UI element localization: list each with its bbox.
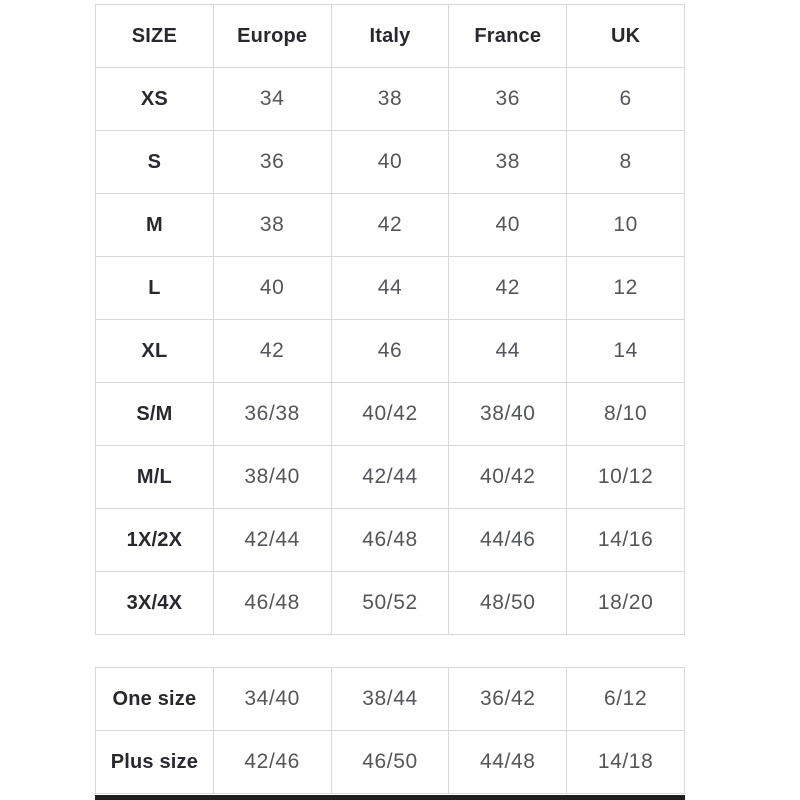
- size-value: 8/10: [567, 383, 685, 446]
- table-row: [96, 731, 685, 794]
- size-label: 1X/2X: [96, 509, 214, 572]
- size-label: M: [96, 194, 214, 257]
- size-table-header: [96, 5, 685, 68]
- size-value: 42/44: [213, 509, 331, 572]
- size-label: L: [96, 257, 214, 320]
- size-value: 44/48: [449, 731, 567, 794]
- size-value: 34: [213, 68, 331, 131]
- size-value: 40: [213, 257, 331, 320]
- size-value: 8: [567, 131, 685, 194]
- size-table-body: [96, 68, 685, 635]
- size-conversion-table: [95, 4, 685, 635]
- size-value: 42: [449, 257, 567, 320]
- table-row: [96, 509, 685, 572]
- size-value: 10: [567, 194, 685, 257]
- table-row: [96, 572, 685, 635]
- size-value: 38: [331, 68, 449, 131]
- column-header-italy: Italy: [331, 5, 449, 68]
- size-value: 46/48: [213, 572, 331, 635]
- size-value: 46: [331, 320, 449, 383]
- size-value: 38/40: [213, 446, 331, 509]
- size-value: 38/40: [449, 383, 567, 446]
- size-value: 42: [213, 320, 331, 383]
- size-label: M/L: [96, 446, 214, 509]
- size-value: 36/38: [213, 383, 331, 446]
- bottom-page-bar: [95, 795, 685, 800]
- size-value: 46/48: [331, 509, 449, 572]
- header-row: [96, 5, 685, 68]
- size-value: 38: [449, 131, 567, 194]
- size-value: 38/44: [331, 668, 449, 731]
- size-value: 6/12: [567, 668, 685, 731]
- size-value: 40/42: [331, 383, 449, 446]
- size-value: 10/12: [567, 446, 685, 509]
- column-header-europe: Europe: [213, 5, 331, 68]
- table-row: [96, 668, 685, 731]
- size-value: 44: [449, 320, 567, 383]
- size-label: XL: [96, 320, 214, 383]
- size-value: 36: [213, 131, 331, 194]
- size-value: 38: [213, 194, 331, 257]
- size-value: 40/42: [449, 446, 567, 509]
- column-header-france: France: [449, 5, 567, 68]
- size-value: 44/46: [449, 509, 567, 572]
- size-value: 12: [567, 257, 685, 320]
- size-label: Plus size: [96, 731, 214, 794]
- size-value: 36: [449, 68, 567, 131]
- special-sizes-body: [96, 668, 685, 794]
- table-row: [96, 446, 685, 509]
- size-value: 18/20: [567, 572, 685, 635]
- table-row: [96, 194, 685, 257]
- table-row: [96, 383, 685, 446]
- size-value: 40: [449, 194, 567, 257]
- table-row: [96, 320, 685, 383]
- size-value: 14: [567, 320, 685, 383]
- column-header-size: SIZE: [96, 5, 214, 68]
- size-value: 14/16: [567, 509, 685, 572]
- size-value: 42/44: [331, 446, 449, 509]
- special-sizes-table: [95, 667, 685, 794]
- table-row: [96, 131, 685, 194]
- size-value: 42: [331, 194, 449, 257]
- size-label: S/M: [96, 383, 214, 446]
- size-value: 48/50: [449, 572, 567, 635]
- size-label: S: [96, 131, 214, 194]
- size-value: 50/52: [331, 572, 449, 635]
- size-value: 6: [567, 68, 685, 131]
- size-label: XS: [96, 68, 214, 131]
- table-row: [96, 68, 685, 131]
- size-value: 14/18: [567, 731, 685, 794]
- size-value: 36/42: [449, 668, 567, 731]
- size-value: 40: [331, 131, 449, 194]
- size-label: 3X/4X: [96, 572, 214, 635]
- table-row: [96, 257, 685, 320]
- size-label: One size: [96, 668, 214, 731]
- size-value: 46/50: [331, 731, 449, 794]
- size-value: 34/40: [213, 668, 331, 731]
- column-header-uk: UK: [567, 5, 685, 68]
- size-value: 42/46: [213, 731, 331, 794]
- size-value: 44: [331, 257, 449, 320]
